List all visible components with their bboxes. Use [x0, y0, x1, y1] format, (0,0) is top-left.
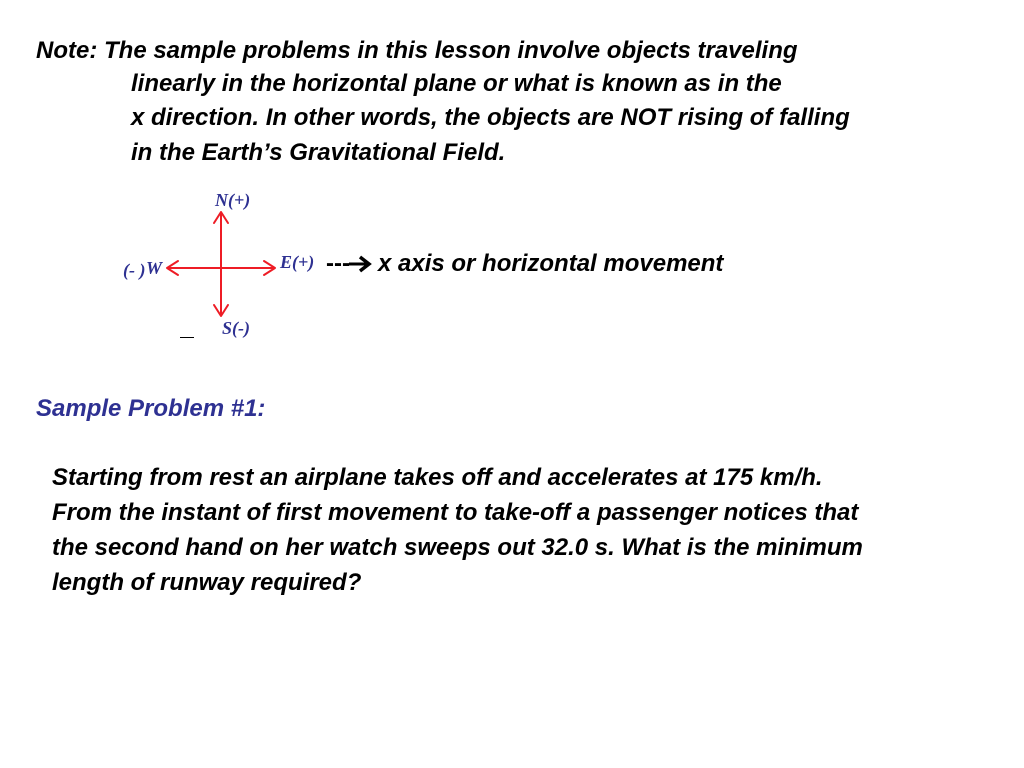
axis-note-text: x axis or horizontal movement	[377, 250, 724, 277]
south-label: S(-)	[222, 318, 250, 338]
axis-note	[326, 247, 723, 281]
stray-mark	[180, 337, 194, 338]
problem-line: the second hand on her watch sweeps out 32.0 s. What is the minimum	[52, 534, 863, 561]
note-line: Note: The sample problems in this lesson involve objects traveling	[36, 37, 798, 64]
problem-title: Sample Problem #1:	[36, 395, 266, 422]
north-label: N(+)	[215, 190, 251, 210]
axis-note-dashes: ---	[326, 250, 350, 277]
compass-diagram	[110, 180, 350, 350]
problem-line: Starting from rest an airplane takes off and accelerates at 175 km/h.	[52, 464, 823, 491]
right-arrow-icon	[348, 254, 374, 274]
note-line: x direction. In other words, the objects are NOT rising of falling	[131, 104, 850, 131]
east-label: E(+)	[280, 252, 315, 272]
west-label: W	[146, 258, 163, 278]
note-line: in the Earth’s Gravitational Field.	[131, 139, 506, 166]
problem-line: From the instant of first movement to take-off a passenger notices that	[52, 499, 859, 526]
problem-line: length of runway required?	[52, 569, 362, 596]
problem-text	[52, 460, 863, 600]
west-sign-label: (- )	[123, 260, 146, 280]
note-line: linearly in the horizontal plane or what is known as in the	[131, 70, 782, 97]
